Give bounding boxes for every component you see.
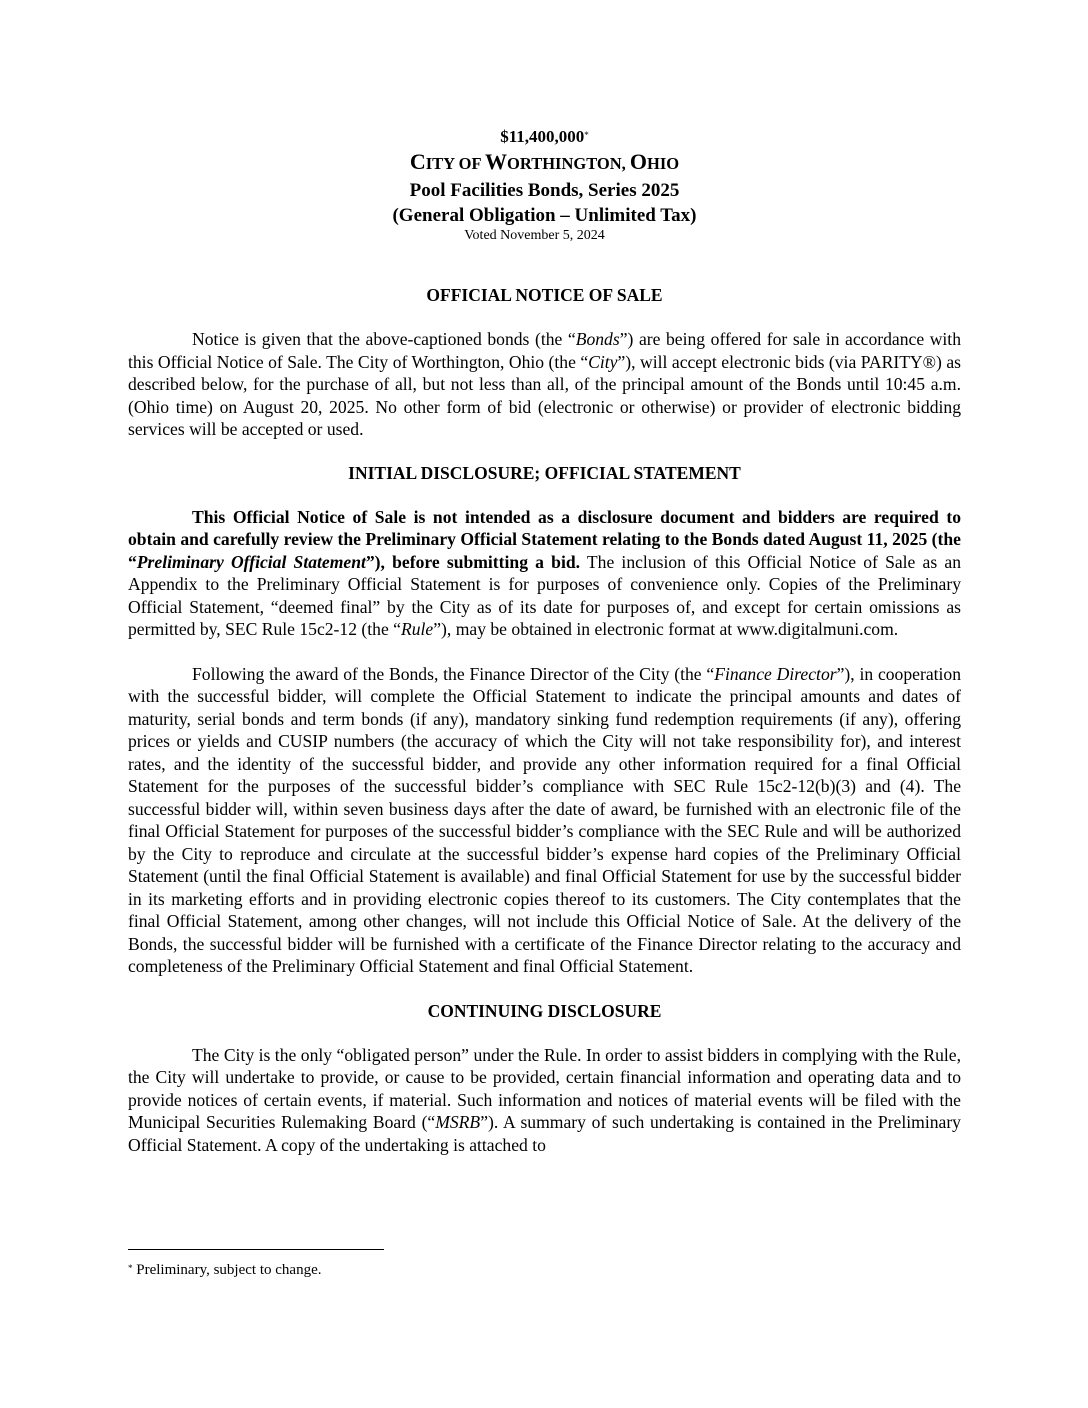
official-statement-paragraph: Following the award of the Bonds, the Finance Director of the City (the “Finance Director”), in cooperation with the successful bidder, will complete the Official Statement to indicate the principal amounts and dates of maturity, serial bonds and term bonds (if any), mandatory sinking fund redemption requirements (if any), offering prices or yields and CUSIP numbers (the accuracy of which the City will not take responsibility for), and interest rates, and the identity of the successful bidder, and provide any other information required for a final Official Statement for the purposes of the successful bidder’s compliance with SEC Rule 15c2-12(b)(3) and (4). The successful bidder will, within seven business days after the date of award, be furnished with an electronic file of the final Official Statement for purposes of the successful bidder’s compliance with the SEC Rule and will be authorized by the City to reproduce and circulate at the successful bidder’s expense hard copies of the Preliminary Official Statement (until the final Official Statement is available) and final Official Statement for use by the successful bidder in its marketing efforts and in providing electronic copies thereof to its customers. The City contemplates that the final Official Statement, among other changes, will not include this Official Notice of Sale. At the delivery of the Bonds, the successful bidder will be furnished with a certificate of the Finance Director relating to the accuracy and completeness of the Preliminary Official Statement and final Official Statement.	[128, 663, 961, 976]
obligation-type: (General Obligation – Unlimited Tax)	[392, 205, 697, 226]
voted-date: Voted November 5, 2024	[464, 228, 605, 243]
bond-amount	[128, 126, 961, 148]
continuing-disclosure-paragraph: The City is the only “obligated person” under the Rule. In order to assist bidders in complying with the Rule, the City will undertake to provide, or cause to be provided, certain financial information and operating data and to provide notices of certain events, if material. Such information and notices of material events will be filed with the Municipal Securities Rulemaking Board (“MSRB”). A summary of such undertaking is contained in the Preliminary Official Statement. A copy of the undertaking is attached to	[128, 1044, 961, 1155]
notice-paragraph: Notice is given that the above-captioned bonds (the “Bonds”) are being offered for sale in accordance with this Official Notice of Sale. The City of Worthington, Ohio (the “City”), will accept electronic bids (via PARITY®) as described below, for the purchase of all, but not less than all, of the principal amount of the Bonds until 10:45 a.m. (Ohio time) on August 20, 2025. No other form of bid (electronic or otherwise) or provider of electronic bidding services will be accepted or used.	[128, 329, 961, 439]
document-page	[128, 126, 961, 1156]
initial-disclosure-heading: INITIAL DISCLOSURE; OFFICIAL STATEMENT	[348, 462, 741, 483]
amount-text: $11,400,000	[500, 127, 585, 146]
notice-heading: OFFICIAL NOTICE OF SALE	[426, 285, 663, 305]
issuer-name: CITY OF WORTHINGTON, OHIO	[409, 149, 680, 174]
footnote-text: Preliminary, subject to change.	[132, 1262, 322, 1278]
footnote	[128, 1261, 321, 1279]
footnote-marker: *	[584, 130, 589, 140]
initial-disclosure-paragraph: This Official Notice of Sale is not intended as a disclosure document and bidders are required to obtain and carefully review the Preliminary Official Statement relating to the Bonds dated August 11, 2025 (the “Preliminary Official Statement”), before submitting a bid. The inclusion of this Official Notice of Sale as an Appendix to the Preliminary Official Statement is for purposes of convenience only. Copies of the Preliminary Official Statement, “deemed final” by the City as of its date for purposes of, and except for certain omissions as permitted by, SEC Rule 15c2-12 (the “Rule”), may be obtained in electronic format at www.digitalmuni.com.	[128, 506, 961, 639]
footnote-mark: *	[128, 1263, 133, 1273]
footnote-divider	[128, 1249, 384, 1250]
bonds-title: Pool Facilities Bonds, Series 2025	[409, 180, 680, 201]
continuing-disclosure-heading: CONTINUING DISCLOSURE	[427, 1000, 662, 1021]
